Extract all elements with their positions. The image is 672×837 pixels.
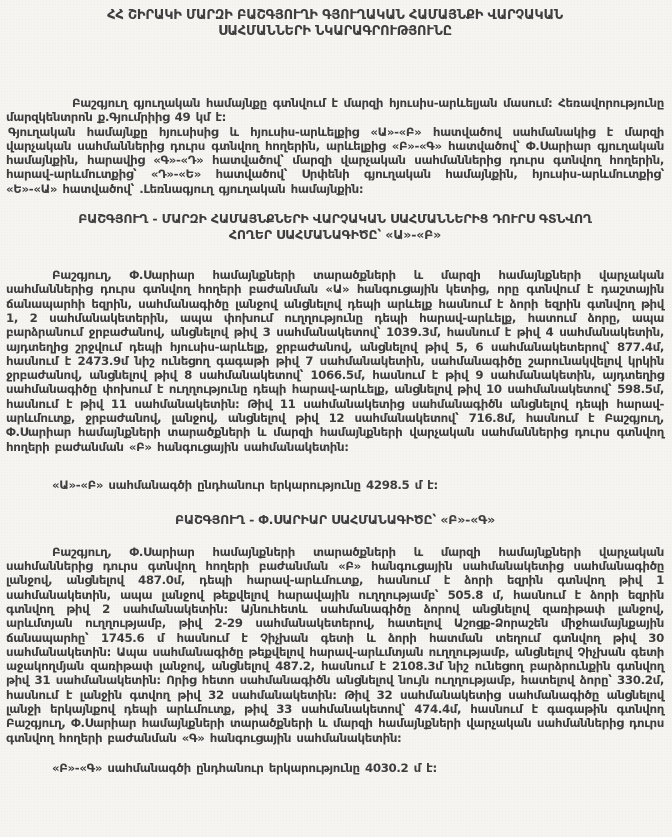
document-title-line1: ՀՀ ՇԻՐԱԿԻ ՄԱՐԶԻ ԲԱՇԳՅՈՒՂԻ ԳՅՈՒՂԱԿԱՆ ՀԱՄԱՅՆՔԻ ՎԱՐՉԱԿԱՆ <box>107 8 563 23</box>
section-ab-heading <box>16 211 654 242</box>
intro-paragraph-neighbors: Գյուղական համայնքը հյուսիսից և հյուսիս-արևելքից «Ա»-«Բ» հատվածով սահմանակից է մարզի վարչական սահմաններից դուրս գտնվող հողերին, արևելքից «Բ»-«Գ» հատվածով՝ Փ.Սարիար գյուղական համայնքին, հարավից «Գ»-«Դ» հատվածով՝ մարզի վարչական սահմաններից դուրս գտնվող հողերին, հարավ-արևմուտքից՝ «Դ»-«Ե» հատվածով՝ Սրփենի գյուղական համայնքին, հյուսիս-արևմուտքից՝ «Ե»-«Ա» հատվածով՝ .Լեռնագյուղ գյուղական համայնքին: <box>6 124 664 196</box>
section-ab-heading-line1: ԲԱՇԳՅՈՒՂ - ՄԱՐԶԻ ՀԱՄԱՅՆՔՆԵՐԻ ՎԱՐՉԱԿԱՆ ՍԱՀՄԱՆՆԵՐԻՑ ԴՈՒՐՍ ԳՏՆՎՈՂ <box>78 211 592 227</box>
section-ab-body: Բաշգյուղ, Փ.Սարիար համայնքների տարածքների և մարզի համայնքների վարչական սահմաններից դուրս գտնվող հողերի բաժանման «Ա» հանգուցային կետից, որը գտնվում է դաշտային ճանապարհի եզրին, սահմանագիծը լանջով անցնելով դեպի արևելք հասնում է ձորի եզրին գտնվող թիվ 1, 2 սահմանակետերին, ապա փոխում ուղղությունը դեպի հարավ-արևելք, հատում ձորը, ապա բարձրանում ջրբաժանով, անցնելով թիվ 3 սահմանակետով՝ 1039.3մ, հասնում է թիվ 4 սահմանակետին, այդտեղից շրջվում դեպի հյուսիս-արևելք, ջրբաժանով, անցնելով թիվ 5, 6 սահմանակետերով՝ 877.4մ, հասնում է 2473.9մ նիշ ունեցող գագաթի թիվ 7 սահմանակետին, սահմանագիծը շարունակվելով կրկին ջրբաժանով, անցնելով թիվ 8 սահմանակետով՝ 1066.5մ, հասնում է թիվ 9 սահմանակետին, այդտեղից սահմանագիծը փոխում է ուղղությունը դեպի հարավ-արևելք, անցնելով թիվ 10 սահմանակետով՝ 598.5մ, հասնում է թիվ 11 սահմանակետին: Թիվ 11 սահմանակետից սահմանագիծն անցնելով դեպի հարավ-արևմուտք, ջրբաժանով, լանջով, անցնելով թիվ 12 սահմանակետով՝ 716.8մ, հասնում է Բաշգյուղ, Փ.Սարիար համայնքների տարածքների և մարզի համայնքների վարչական սահմաններից դուրս գտնվող հողերի բաժանման «Բ» հանգուցային սահմանակետին: <box>6 268 664 454</box>
section-ab-total-length: «Ա»-«Բ» սահմանագծի ընդհանուր երկարությունը 4298.5 մ է: <box>52 477 438 492</box>
section-bg-heading-line1: ԲԱՇԳՅՈՒՂ - Փ.ՍԱՐԻԱՐ ՍԱՀՄԱՆԱԳԻԾԸ՝ «Բ»-«Գ» <box>174 512 496 528</box>
intro-paragraph-location: Բաշգյուղ գյուղական համայնքը գտնվում է մարզի հյուսիս-արևելյան մասում: Հեռավորությունը մարզկենտրոն ք.Գյումրիից 49 կմ է: <box>6 96 664 125</box>
document-title <box>26 8 644 40</box>
section-bg-heading <box>16 512 654 528</box>
title-spacer <box>6 40 664 96</box>
section-ab-heading-line2: ՀՈՂԵՐ ՍԱՀՄԱՆԱԳԻԾԸ՝ «Ա»-«Բ» <box>228 226 442 242</box>
document-title-line2: ՍԱՀՄԱՆՆԵՐԻ ՆԿԱՐԱԳՐՈՒԹՅՈՒՆԸ <box>218 24 452 39</box>
section-bg-body: Բաշգյուղ, Փ.Սարիար համայնքների տարածքների և մարզի համայնքների վարչական սահմաններից դուրս գտնվող հողերի բաժանման «Բ» հանգուցային սահմանակետից սահմանագիծը լանջով, անցնելով 487.0մ, դեպի հարավ-արևմուտք, հասնում է ձորի եզրին գտնվող թիվ 1 սահմանակետին, ապա լանջով թեքվելով հարավային ուղղությամբ՝ 505.8 մ, հասնում է ձորի եզրին գտնվող թիվ 2 սահմանակետին: Այնուհետև սահմանագիծը ձորով անցնելով զառիթափ լանջով, արևմտյան ուղղությամբ, թիվ 2-29 սահմանակետերով, հատելով Աշոցք-Ձորաշեն միջհամայնքային ճանապարհը՝ 1745.6 մ հասնում է Չիչխան գետի և ձորի հատման տեղում գտնվող թիվ 30 սահմանակետին: Ապա սահմանագիծը թեքվելով հարավ-արևմտյան ուղղությամբ, անցնելով Չիչխան գետի աջակողմյան զառիթափ լանջով, անցնելով 487.2, հասնում է 2108.3մ նիշ ունեցող բարձրունքին գտնվող թիվ 31 սահմանակետին: Որից հետո սահմանագիծն անցնելով նույն ուղղությամբ, հատելով ձորը՝ 330.2մ, հասնում է լանջին գտվող թիվ 32 սահմանակետին: Թիվ 32 սահմանակետից սահմանագիծը անցնելով լանջի երկայնքով դեպի արևմուտք, թիվ 33 սահմանակետով՝ 474.4մ, հասնում է գագաթին գտնվող Բաշգյուղ, Փ.Սարիար համայնքների տարածքների և մարզի համայնքների վարչական սահմաններից դուրս գտնվող հողերի բաժանման «Գ» հանգուցային սահմանակետին: <box>6 544 664 745</box>
section-bg-total-length: «Բ»-«Գ» սահմանագծի ընդհանուր երկարությունը 4030.2 մ է: <box>52 760 437 775</box>
